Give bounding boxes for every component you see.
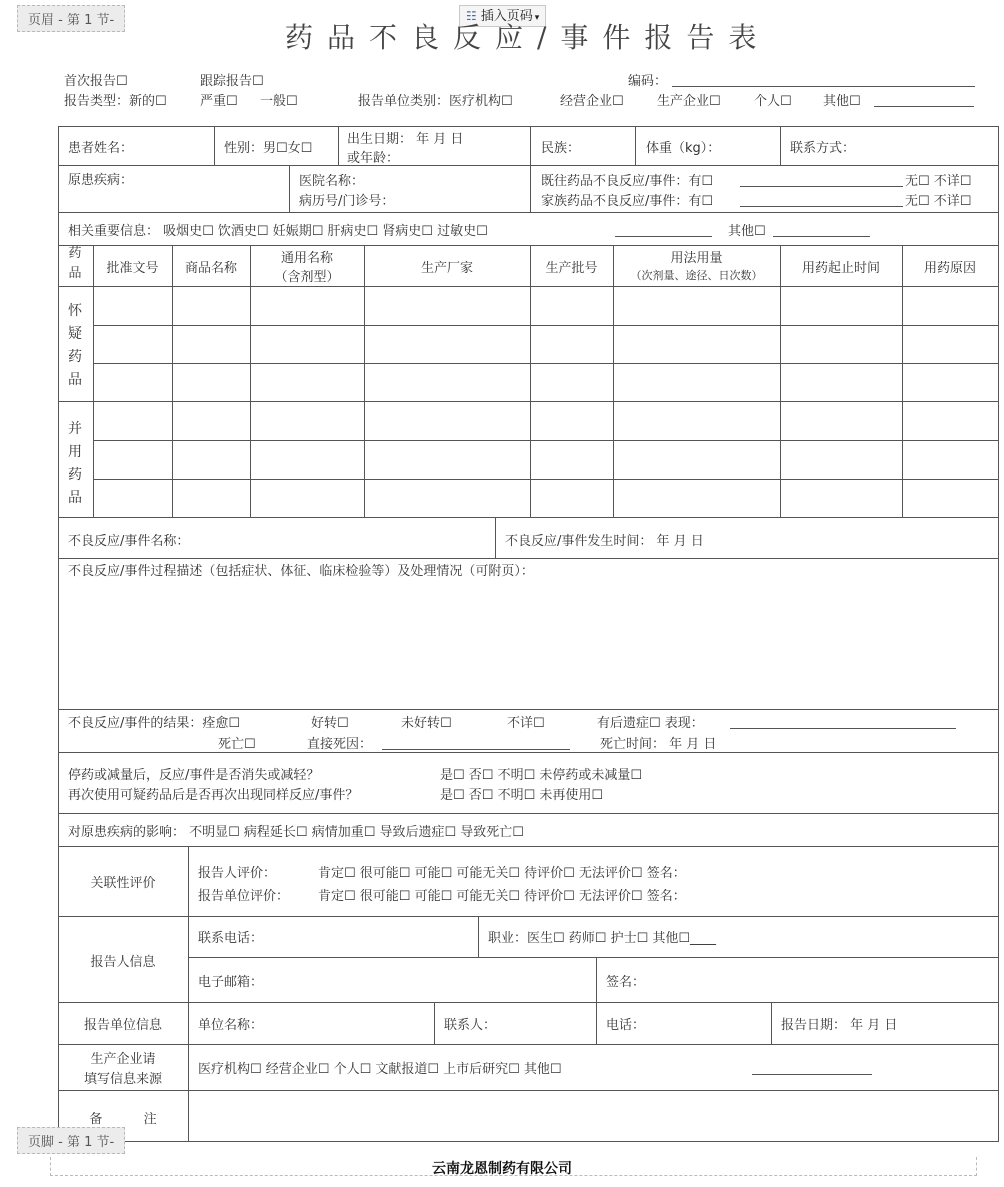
past-adr-underline	[740, 186, 903, 187]
unit-phone-field[interactable]: 电话：	[606, 1018, 646, 1033]
unit-type-other[interactable]: 其他☐	[823, 94, 861, 109]
allergy-underline	[615, 236, 712, 237]
unit-contact-field[interactable]: 联系人：	[444, 1018, 497, 1033]
row-line	[58, 1090, 998, 1091]
col-line	[780, 126, 781, 165]
dechallenge-q1: 停药或减量后，反应/事件是否消失或减轻？	[68, 768, 320, 783]
col-line	[338, 126, 339, 165]
drug-col-header: 药品	[68, 246, 82, 281]
col-line	[434, 1002, 435, 1044]
col-trade-name: 商品名称	[184, 261, 237, 276]
reporter-phone-field[interactable]: 联系电话：	[198, 931, 264, 946]
table-bottom-border	[58, 1141, 999, 1142]
family-adr-none[interactable]: 无☐ 不详☐	[905, 194, 972, 209]
col-period: 用药起止时间	[801, 261, 880, 276]
company-name: 云南龙恩制药有限公司	[432, 1161, 572, 1177]
result-unknown[interactable]: 不详☐	[507, 716, 545, 731]
page-number-icon: ☷	[466, 9, 477, 23]
col-line	[289, 165, 290, 212]
report-date-field[interactable]: 报告日期： 年 月 日	[781, 1018, 898, 1033]
col-manufacturer: 生产厂家	[420, 261, 473, 276]
adr-process-area[interactable]	[60, 580, 996, 708]
first-report[interactable]: 首次报告☐	[64, 74, 128, 89]
source-other-underline	[752, 1074, 872, 1075]
unit-type-producer[interactable]: 生产企业☐	[657, 94, 721, 109]
source-label-line1: 生产企业请	[90, 1052, 156, 1067]
header-section-tag[interactable]: 页眉 - 第 1 节-	[17, 5, 125, 32]
unit-assessment-label: 报告单位评价：	[198, 889, 290, 904]
related-info[interactable]: 相关重要信息： 吸烟史☐ 饮酒史☐ 妊娠期☐ 肝病史☐ 肾病史☐ 过敏史☐	[68, 224, 488, 239]
dechallenge-q1-options[interactable]: 是☐ 否☐ 不明☐ 未停药或未减量☐	[440, 768, 643, 783]
col-line	[780, 245, 781, 517]
birth-date-field[interactable]: 出生日期： 年 月 日	[347, 132, 464, 147]
row-line	[58, 245, 998, 246]
col-generic-sub: （含剂型）	[274, 270, 340, 285]
related-other[interactable]: 其他☐	[728, 224, 766, 239]
code-label: 编码：	[628, 74, 668, 89]
past-adr-none[interactable]: 无☐ 不详☐	[905, 174, 972, 189]
col-line	[613, 245, 614, 517]
report-type-new[interactable]: 报告类型：新的☐	[64, 94, 167, 109]
col-approval-no: 批准文号	[106, 261, 159, 276]
col-line	[596, 957, 597, 1044]
related-other-underline	[773, 236, 870, 237]
col-line	[530, 245, 531, 517]
impact-options[interactable]: 对原患疾病的影响： 不明显☐ 病程延长☐ 病情加重☐ 导致后遗症☐ 导致死亡☐	[68, 825, 524, 840]
report-type-general[interactable]: 一般☐	[260, 94, 298, 109]
col-batch-no: 生产批号	[545, 261, 598, 276]
adr-name-field[interactable]: 不良反应/事件名称：	[68, 534, 190, 549]
remark-area[interactable]	[190, 1092, 996, 1139]
unit-type-personal[interactable]: 个人☐	[754, 94, 792, 109]
patient-name-field[interactable]: 患者姓名：	[68, 141, 134, 156]
record-no-field[interactable]: 病历号/门诊号：	[299, 194, 395, 209]
col-line	[250, 245, 251, 517]
col-line	[364, 245, 365, 517]
col-generic-name: 通用名称	[280, 251, 333, 266]
col-line	[188, 846, 189, 1141]
row-line	[188, 957, 998, 958]
unit-type-operator[interactable]: 经营企业☐	[560, 94, 624, 109]
row-line	[58, 212, 998, 213]
source-options[interactable]: 医疗机构☐ 经营企业☐ 个人☐ 文献报道☐ 上市后研究☐ 其他☐	[198, 1062, 562, 1077]
table-left-border	[58, 126, 59, 1141]
code-underline	[672, 86, 975, 87]
col-line	[771, 1002, 772, 1044]
remark-label: 备 注	[89, 1112, 157, 1127]
table-right-border	[998, 126, 999, 1141]
row-line	[58, 752, 998, 753]
result-cured[interactable]: 不良反应/事件的结果：痊愈☐	[68, 716, 241, 731]
age-field[interactable]: 或年龄：	[347, 151, 400, 166]
row-line	[58, 1002, 998, 1003]
row-line	[93, 479, 998, 480]
result-not-better[interactable]: 未好转☐	[401, 716, 452, 731]
col-line	[530, 126, 531, 212]
col-usage-sub: （次剂量、途径、日次数）	[630, 269, 763, 282]
adr-process-label: 不良反应/事件过程描述（包括症状、体征、临床检验等）及处理情况（可附页）：	[68, 564, 534, 579]
family-adr-underline	[740, 206, 903, 207]
past-adr-field[interactable]: 既往药品不良反应/事件：有☐	[541, 174, 714, 189]
row-line	[58, 401, 998, 402]
result-death[interactable]: 死亡☐	[218, 737, 256, 752]
col-reason: 用药原因	[923, 261, 976, 276]
row-line	[58, 558, 998, 559]
report-type-serious[interactable]: 严重☐	[200, 94, 238, 109]
col-line	[635, 126, 636, 165]
reporter-assessment-label: 报告人评价：	[198, 866, 277, 881]
unit-assessment-options[interactable]: 肯定☐ 很可能☐ 可能☐ 可能无关☐ 待评价☐ 无法评价☐ 签名：	[318, 889, 686, 904]
col-line	[214, 126, 215, 165]
row-line	[93, 325, 998, 326]
row-line	[58, 165, 998, 166]
table-top-border	[58, 126, 998, 127]
unit-info-label: 报告单位信息	[83, 1018, 162, 1033]
row-line	[58, 813, 998, 814]
assessment-label: 关联性评价	[90, 876, 156, 891]
col-line	[495, 517, 496, 558]
other-underline	[874, 106, 974, 107]
row-line	[93, 363, 998, 364]
concomitant-drugs-label: 并用药品	[68, 421, 82, 506]
row-line	[58, 517, 998, 518]
contact-field[interactable]: 联系方式：	[790, 141, 856, 156]
row-line	[58, 1044, 998, 1045]
insert-page-number-label: 插入页码	[480, 9, 533, 24]
reporter-email-field[interactable]: 电子邮箱：	[198, 975, 264, 990]
footer-section-tag[interactable]: 页脚 - 第 1 节-	[17, 1127, 125, 1154]
col-line	[902, 245, 903, 517]
direct-cause-field[interactable]: 直接死因：	[307, 737, 373, 752]
page-title: 药品不良反应/事件报告表	[285, 21, 771, 54]
result-better[interactable]: 好转☐	[311, 716, 349, 731]
suspect-drugs-label: 怀疑药品	[68, 303, 82, 388]
follow-report[interactable]: 跟踪报告☐	[200, 74, 264, 89]
sequelae-underline	[730, 728, 956, 729]
col-line	[93, 245, 94, 517]
weight-field[interactable]: 体重（kg）：	[646, 141, 721, 156]
direct-cause-underline	[382, 749, 570, 750]
col-usage: 用法用量	[670, 251, 723, 266]
result-sequelae[interactable]: 有后遗症☐ 表现：	[597, 716, 704, 731]
adr-time-field[interactable]: 不良反应/事件发生时间： 年 月 日	[505, 534, 704, 549]
row-line	[58, 916, 998, 917]
original-disease-field[interactable]: 原患疾病：	[68, 173, 134, 188]
unit-type-medical[interactable]: 报告单位类别：医疗机构☐	[358, 94, 513, 109]
unit-name-field[interactable]: 单位名称：	[198, 1018, 264, 1033]
row-line	[58, 709, 998, 710]
ethnic-field[interactable]: 民族：	[541, 141, 581, 156]
dechallenge-q2-options[interactable]: 是☐ 否☐ 不明☐ 未再使用☐	[440, 788, 604, 803]
death-time-field[interactable]: 死亡时间： 年 月 日	[600, 737, 717, 752]
hospital-field[interactable]: 医院名称：	[299, 174, 365, 189]
family-adr-field[interactable]: 家族药品不良反应/事件：有☐	[541, 194, 714, 209]
reporter-assessment-options[interactable]: 肯定☐ 很可能☐ 可能☐ 可能无关☐ 待评价☐ 无法评价☐ 签名：	[318, 866, 686, 881]
sex-field[interactable]: 性别：男☐女☐	[224, 141, 313, 156]
row-line	[58, 846, 998, 847]
chevron-down-icon: ▾	[534, 13, 540, 23]
row-line	[93, 440, 998, 441]
reporter-sign-field[interactable]: 签名：	[606, 975, 646, 990]
dechallenge-q2: 再次使用可疑药品后是否再次出现同样反应/事件？	[68, 788, 359, 803]
row-line	[58, 286, 998, 287]
col-line	[172, 245, 173, 517]
col-line	[478, 916, 479, 957]
source-label-line2: 填写信息来源	[83, 1072, 162, 1087]
reporter-info-label: 报告人信息	[90, 955, 156, 970]
reporter-job-options[interactable]: 职业：医生☐ 药师☐ 护士☐ 其他☐____	[488, 931, 717, 946]
